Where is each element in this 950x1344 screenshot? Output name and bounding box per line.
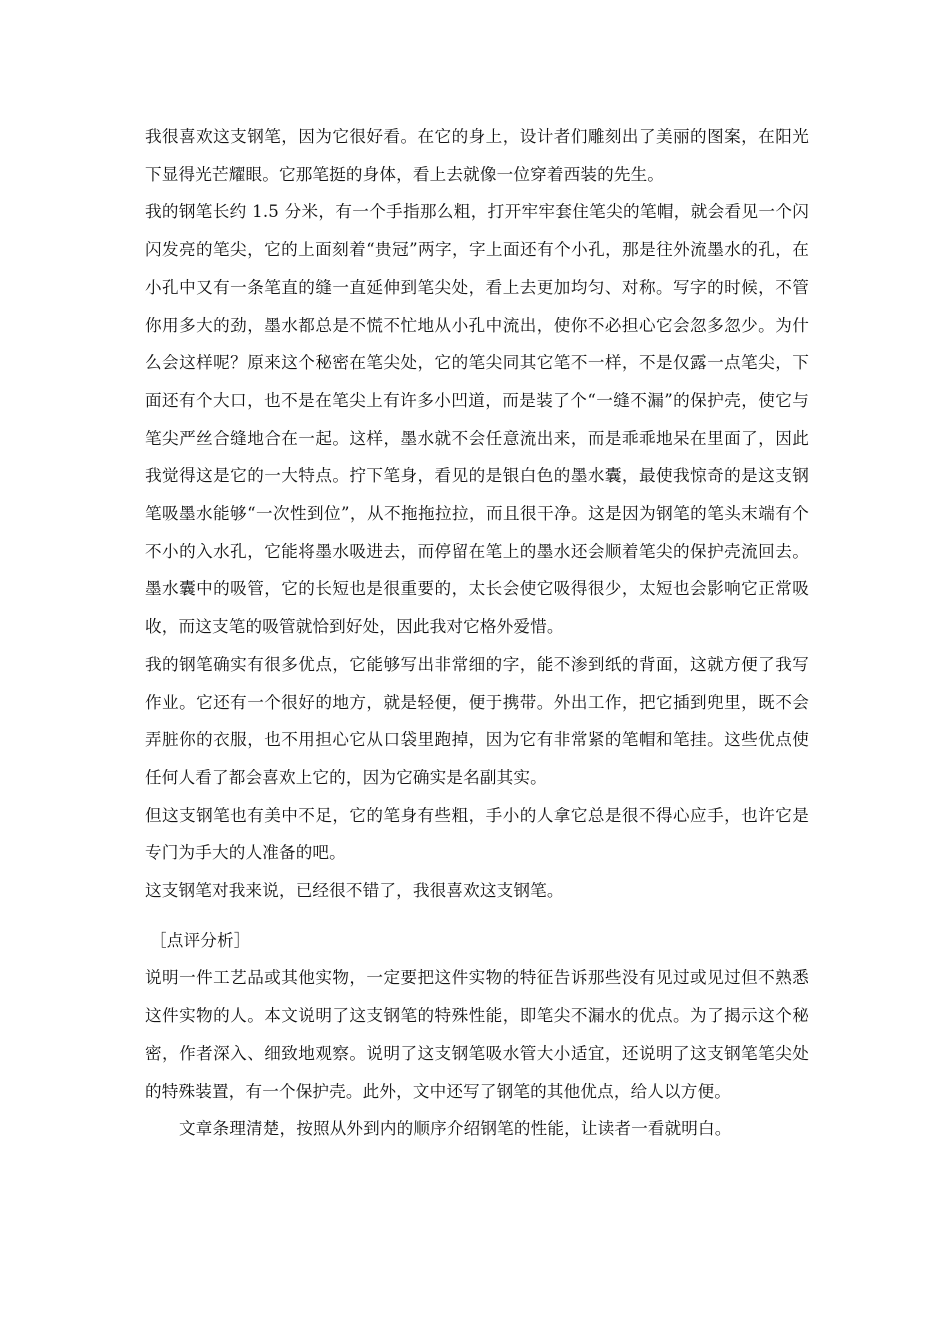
section-spacer — [145, 910, 809, 922]
essay-paragraph-1: 我很喜欢这支钢笔，因为它很好看。在它的身上，设计者们雕刻出了美丽的图案，在阳光下显得光芒耀眼。它那笔挺的身体，看上去就像一位穿着西装的先生。 — [145, 127, 809, 184]
commentary-paragraph-2: 文章条理清楚，按照从外到内的顺序介绍钢笔的性能，让读者一看就明白。 — [179, 1119, 732, 1139]
commentary-paragraph-1: 说明一件工艺品或其他实物，一定要把这件实物的特征告诉那些没有见过或见过但不熟悉这件实物的人。本文说明了这支钢笔的特殊性能，即笔尖不漏水的优点。为了揭示这个秘密，作者深入、细致地观察。说明了这支钢笔吸水管大小适宜，还说明了这支钢笔笔尖处的特殊装置，有一个保护壳。此外，文中还写了钢笔的其他优点，给人以方便。 — [145, 968, 809, 1101]
essay-paragraph-4: 但这支钢笔也有美中不足，它的笔身有些粗，手小的人拿它总是很不得心应手，也许它是专门为手大的人准备的吧。 — [145, 805, 809, 863]
essay-paragraph-5: 这支钢笔对我来说，已经很不错了，我很喜欢这支钢笔。 — [145, 881, 564, 901]
document-body — [145, 118, 809, 1148]
essay-paragraph-3: 我的钢笔确实有很多优点，它能够写出非常细的字，能不渗到纸的背面，这就方便了我写作业。它还有一个很好的地方，就是轻便，便于携带。外出工作，把它插到兜里，既不会弄脏你的衣服，也不用担心它从口袋里跑掉，因为它有非常紧的笔帽和笔挂。这些优点使任何人看了都会喜欢上它的，因为它确实是名副其实。 — [145, 654, 809, 787]
essay-paragraph-2: 我的钢笔长约 1.5 分米，有一个手指那么粗，打开牢牢套住笔尖的笔帽，就会看见一个闪闪发亮的笔尖，它的上面刻着“贵冠”两字，字上面还有个小孔，那是往外流墨水的孔，在小孔中又有一条笔直的缝一直延伸到笔尖处，看上去更加均匀、对称。写字的时候，不管你用多大的劲，墨水都总是不慌不忙地从小孔中流出，使你不必担心它会忽多忽少。为什么会这样呢？原来这个秘密在笔尖处，它的笔尖同其它笔不一样，不是仅露一点笔尖，下面还有个大口，也不是在笔尖上有许多小凹道，而是装了个“一缝不漏”的保护壳，使它与笔尖严丝合缝地合在一起。这样，墨水就不会任意流出来，而是乖乖地呆在里面了，因此我觉得这是它的一大特点。拧下笔身，看见的是银白色的墨水囊，最使我惊奇的是这支钢笔吸墨水能够“一次性到位”，从不拖拖拉拉，而且很干净。这是因为钢笔的笔头末端有个不小的入水孔，它能将墨水吸进去，而停留在笔上的墨水还会顺着笔尖的保护壳流回去。墨水囊中的吸管，它的长短也是很重要的，太长会使它吸得很少，太短也会影响它正常吸收，而这支笔的吸管就恰到好处，因此我对它格外爱惜。 — [145, 202, 809, 637]
commentary-heading: ［点评分析］ — [150, 930, 251, 950]
